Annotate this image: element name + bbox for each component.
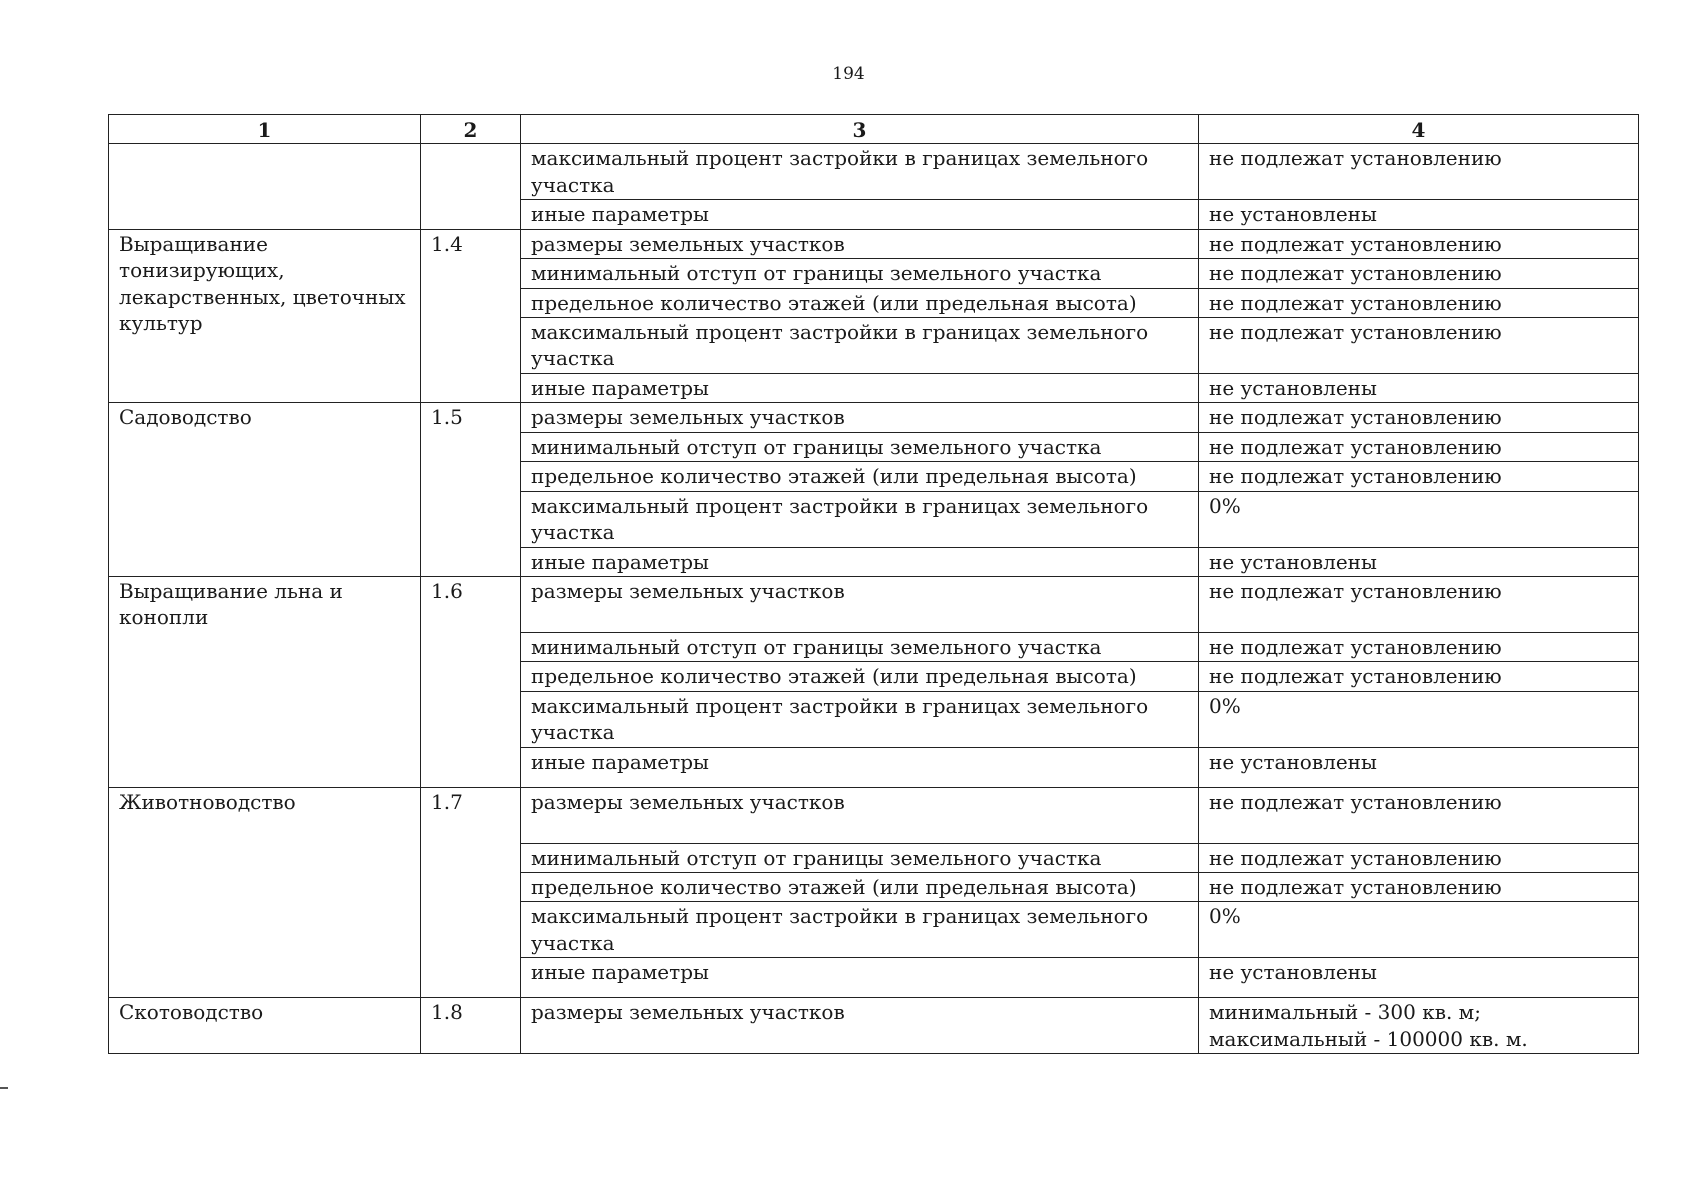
parameter-value: 0% [1199, 691, 1639, 747]
parameter-value: не подлежат установлению [1199, 403, 1639, 432]
parameter-value: не подлежат установлению [1199, 787, 1639, 843]
parameter-name: иные параметры [521, 547, 1199, 576]
parameter-name: предельное количество этажей (или предельная высота) [521, 462, 1199, 491]
parameter-value: не подлежат установлению [1199, 576, 1639, 632]
parameter-name: предельное количество этажей (или предельная высота) [521, 288, 1199, 317]
land-use-name: Животноводство [109, 787, 421, 998]
parameter-value: не подлежат установлению [1199, 317, 1639, 373]
parameter-value: минимальный - 300 кв. м; максимальный - 100000 кв. м. [1199, 998, 1639, 1054]
parameter-name: иные параметры [521, 200, 1199, 229]
land-use-name: Выращивание льна и конопли [109, 576, 421, 787]
parameter-name: иные параметры [521, 747, 1199, 787]
margin-mark [0, 1087, 8, 1089]
page-number: 194 [832, 64, 865, 84]
parameter-value: 0% [1199, 491, 1639, 547]
table-row [109, 144, 1639, 200]
table-row [109, 403, 1639, 432]
parameters-table [108, 114, 1639, 1054]
parameter-value: не подлежат установлению [1199, 843, 1639, 872]
land-use-name: Скотоводство [109, 998, 421, 1054]
parameter-name: максимальный процент застройки в границах земельного участка [521, 144, 1199, 200]
parameter-name: максимальный процент застройки в границах земельного участка [521, 491, 1199, 547]
parameter-value: не подлежат установлению [1199, 144, 1639, 200]
parameter-name: размеры земельных участков [521, 229, 1199, 258]
land-use-name: Садоводство [109, 403, 421, 577]
land-use-name [109, 144, 421, 229]
column-header-4: 4 [1199, 115, 1639, 144]
parameter-name: минимальный отступ от границы земельного участка [521, 843, 1199, 872]
land-use-code: 1.7 [421, 787, 521, 998]
parameter-value: не установлены [1199, 200, 1639, 229]
parameter-name: размеры земельных участков [521, 576, 1199, 632]
parameter-name: предельное количество этажей (или предельная высота) [521, 873, 1199, 902]
land-use-code: 1.4 [421, 229, 521, 403]
parameter-name: размеры земельных участков [521, 998, 1199, 1054]
land-use-code: 1.8 [421, 998, 521, 1054]
parameter-name: максимальный процент застройки в границах земельного участка [521, 902, 1199, 958]
table-row [109, 229, 1639, 258]
parameter-value: 0% [1199, 902, 1639, 958]
parameter-value: не установлены [1199, 747, 1639, 787]
parameter-value: не подлежат установлению [1199, 632, 1639, 661]
parameter-value: не подлежат установлению [1199, 462, 1639, 491]
parameter-value: не установлены [1199, 958, 1639, 998]
land-use-code: 1.5 [421, 403, 521, 577]
parameter-name: максимальный процент застройки в границах земельного участка [521, 691, 1199, 747]
parameter-value: не подлежат установлению [1199, 288, 1639, 317]
parameter-name: минимальный отступ от границы земельного участка [521, 432, 1199, 461]
table-row [109, 576, 1639, 632]
parameter-name: размеры земельных участков [521, 787, 1199, 843]
table-row [109, 998, 1639, 1054]
parameter-name: иные параметры [521, 958, 1199, 998]
parameter-name: иные параметры [521, 373, 1199, 402]
column-header-2: 2 [421, 115, 521, 144]
parameter-name: предельное количество этажей (или предельная высота) [521, 662, 1199, 691]
parameter-value: не подлежат установлению [1199, 229, 1639, 258]
land-use-code: 1.6 [421, 576, 521, 787]
land-use-name: Выращивание тонизирующих, лекарственных, цветочных культур [109, 229, 421, 403]
land-use-code [421, 144, 521, 229]
header-row [109, 115, 1639, 144]
parameter-name: минимальный отступ от границы земельного участка [521, 632, 1199, 661]
parameter-value: не подлежат установлению [1199, 662, 1639, 691]
parameter-value: не установлены [1199, 373, 1639, 402]
parameter-value: не подлежат установлению [1199, 432, 1639, 461]
parameter-value: не установлены [1199, 547, 1639, 576]
column-header-3: 3 [521, 115, 1199, 144]
table-row [109, 787, 1639, 843]
parameter-value: не подлежат установлению [1199, 873, 1639, 902]
parameter-name: максимальный процент застройки в границах земельного участка [521, 317, 1199, 373]
parameter-value: не подлежат установлению [1199, 259, 1639, 288]
parameter-name: минимальный отступ от границы земельного участка [521, 259, 1199, 288]
parameter-name: размеры земельных участков [521, 403, 1199, 432]
table-body [109, 144, 1639, 1054]
column-header-1: 1 [109, 115, 421, 144]
